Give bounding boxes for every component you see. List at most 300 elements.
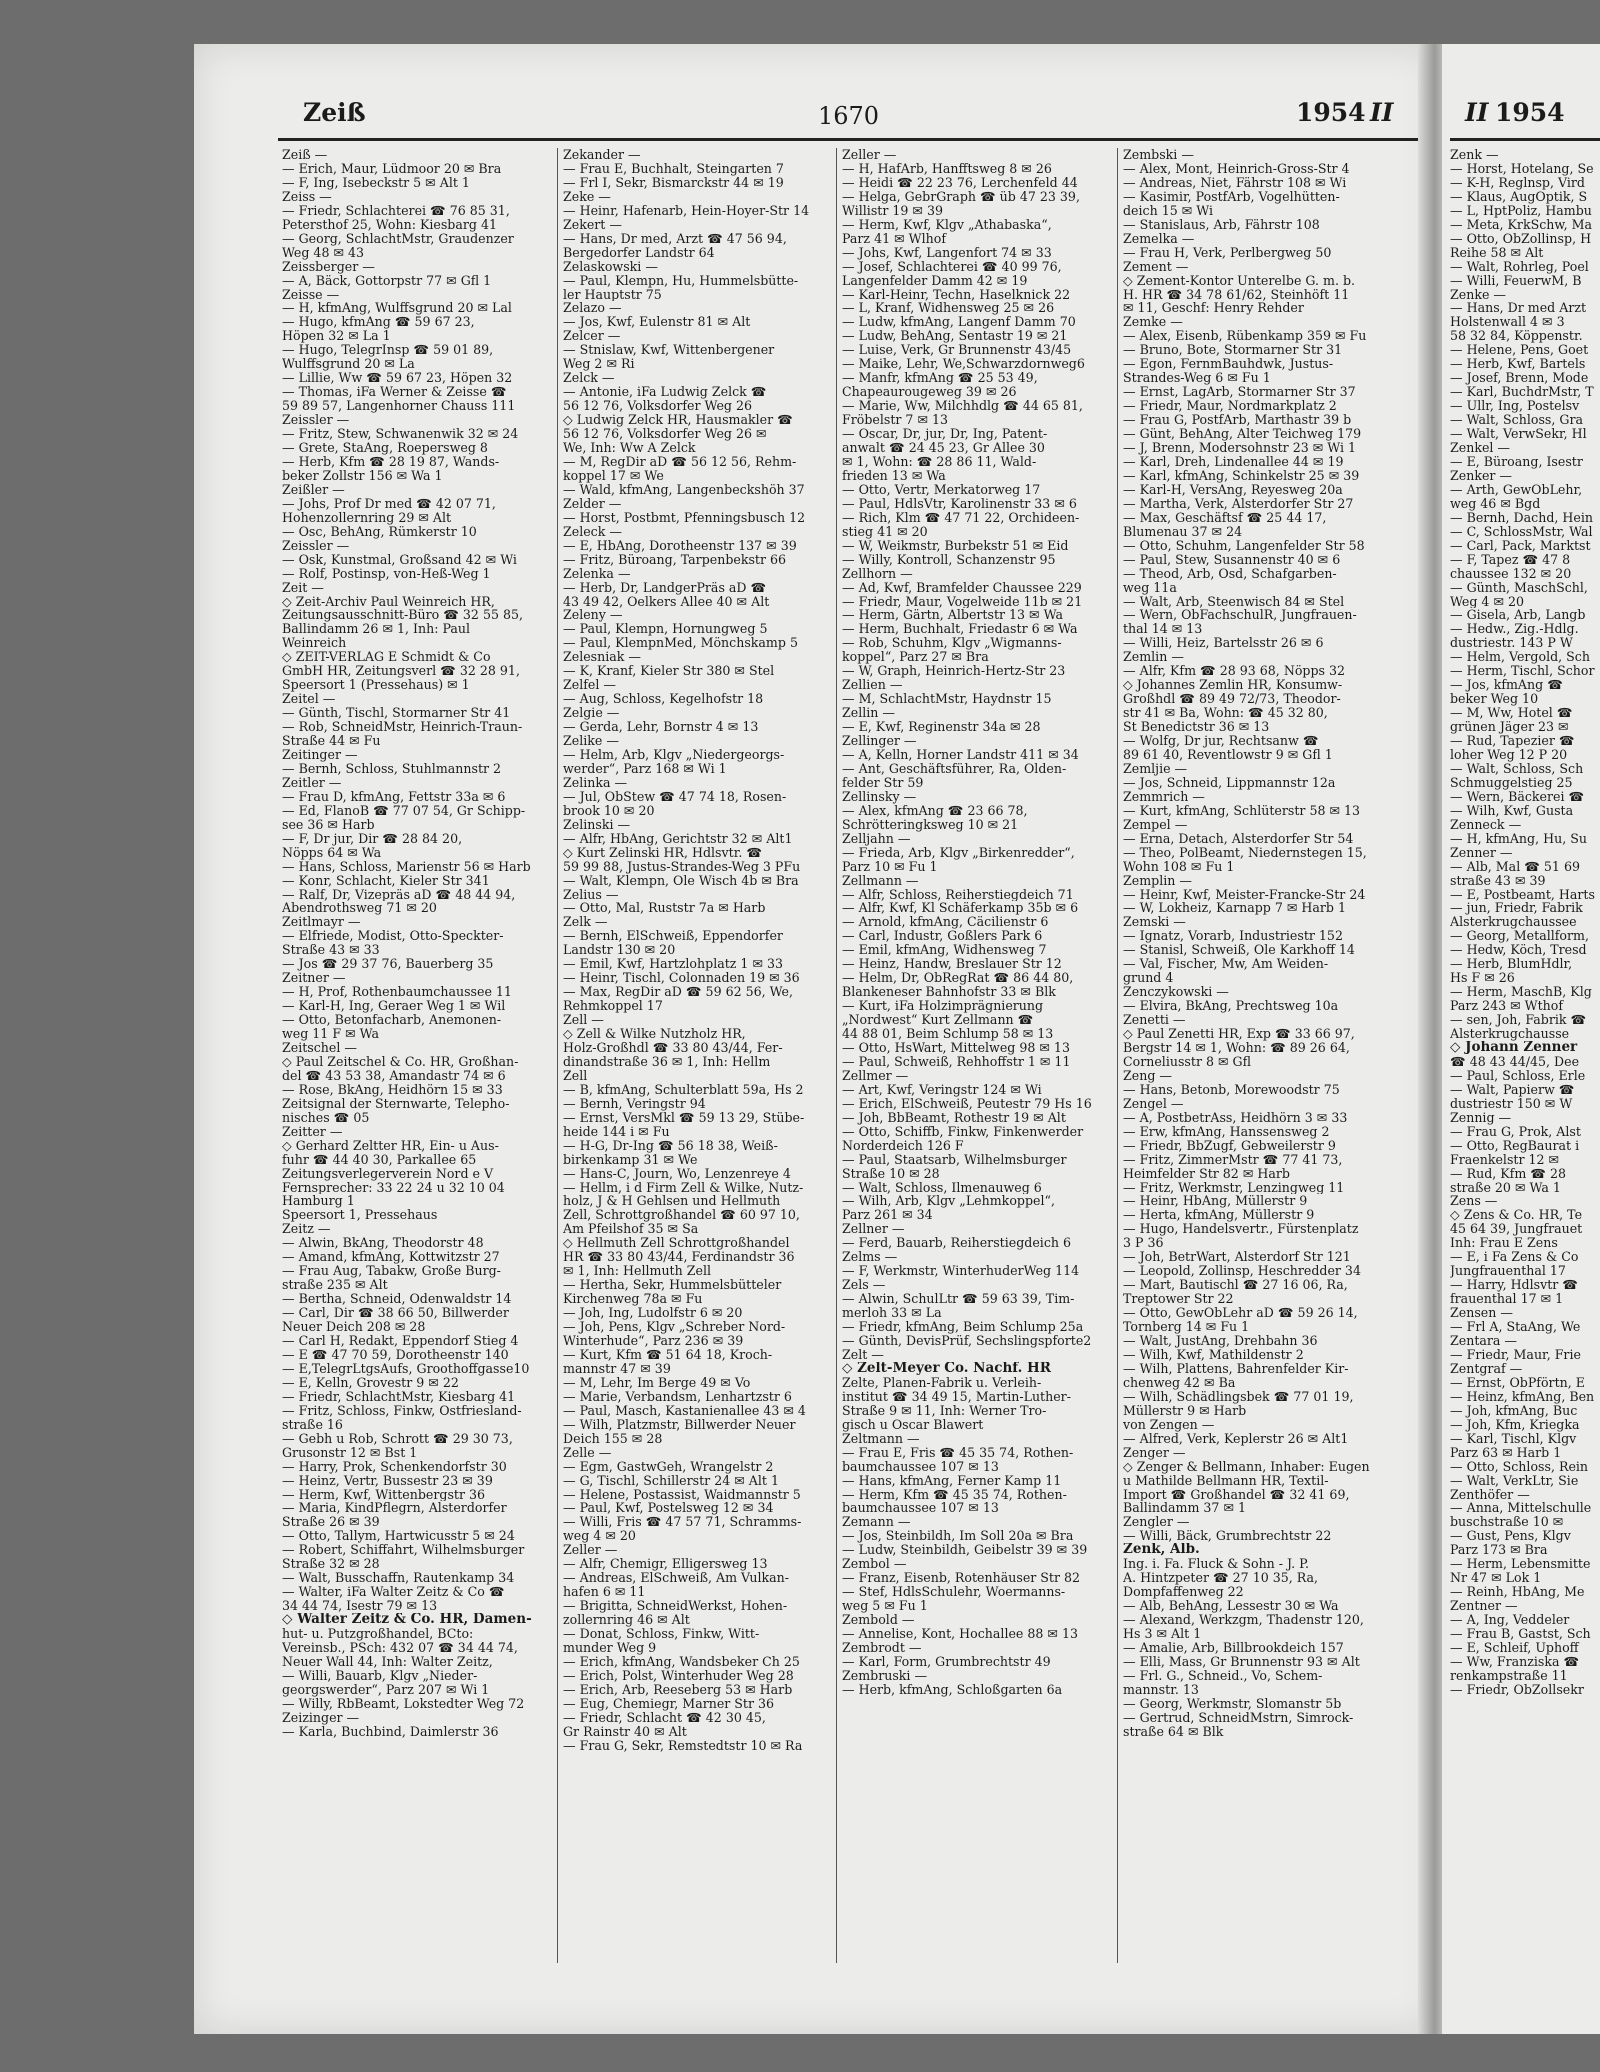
directory-entry-line: — Erich, ElSchweiß, Peutestr 79 Hs 16 <box>842 1096 1092 1111</box>
directory-entry-line: — Fritz, ZimmerMstr ☎ 77 41 73, <box>1123 1152 1343 1167</box>
directory-entry-line: 59 89 57, Langenhorner Chauss 111 <box>282 399 516 414</box>
directory-entry-line: — Walt, Arb, Steenwisch 84 ✉ Stel <box>1123 594 1345 609</box>
directory-entry-line: — Frl. G., Schneid., Vo, Schem- <box>1123 1668 1323 1683</box>
directory-entry-line: — Fritz, Werkmstr, Lenzingweg 11 <box>1123 1180 1345 1195</box>
directory-entry-line: — Willi, Bäck, Grumbrechtstr 22 <box>1123 1529 1332 1544</box>
directory-entry-line: birkenkamp 31 ✉ We <box>563 1152 698 1167</box>
directory-entry-line: — Jos, kfmAng ☎ <box>1450 678 1563 693</box>
directory-entry-line: — Stef, HdlsSchulehr, Woermanns- <box>842 1585 1066 1600</box>
directory-entry-line: mannstr 47 ✉ 39 <box>563 1361 671 1376</box>
directory-entry-line: felder Str 59 <box>842 775 924 790</box>
directory-entry-line: 43 49 42, Oelkers Allee 40 ✉ Alt <box>563 594 770 609</box>
column-separator <box>557 148 558 1963</box>
directory-entry-line: — Rich, Klm ☎ 47 71 22, Orchideen- <box>842 510 1080 525</box>
directory-entry-line: Straße 44 ✉ Fu <box>282 734 381 748</box>
directory-entry-line: ◇ Paul Zenetti HR, Exp ☎ 33 66 97, <box>1123 1027 1355 1041</box>
directory-entry-line: Speersort 1 (Pressehaus) ✉ 1 <box>282 678 470 693</box>
directory-entry-line: — Arth, GewObLehr, <box>1450 482 1583 497</box>
directory-entry-line: Schrötteringksweg 10 ✉ 21 <box>842 817 1019 832</box>
directory-entry-line: — Ludw, kfmAng, Langenf Damm 70 <box>842 315 1076 330</box>
directory-entry-line: — Willy, Kontroll, Schanzenstr 95 <box>842 552 1056 567</box>
directory-entry-line: — Otto, Schloss, Rein <box>1450 1459 1589 1474</box>
directory-entry-line: — Friedr, Maur, Vogelweide 11b ✉ 21 <box>842 594 1083 609</box>
directory-entry-line: — Val, Fischer, Mw, Am Weiden- <box>1123 957 1329 972</box>
directory-entry-line: — E, Postbeamt, Harts <box>1450 887 1595 902</box>
directory-entry-line: — Carl, Industr, Goßlers Park 6 <box>842 929 1043 944</box>
directory-entry-line: Zeitungsausschnitt-Büro ☎ 32 55 85, <box>282 608 524 623</box>
directory-entry-line: — Helm, Arb, Klgv „Niedergeorgs- <box>563 747 785 762</box>
directory-entry-line: — Elli, Mass, Gr Brunnenstr 93 ✉ Alt <box>1123 1654 1360 1669</box>
directory-entry-line: Zenkel — <box>1450 441 1511 455</box>
directory-entry-line: — Paul, Kwf, Postelsweg 12 ✉ 34 <box>563 1501 774 1516</box>
directory-entry-line: 59 99 88, Justus-Strandes-Weg 3 PFu <box>563 859 801 874</box>
directory-entry-line: — Helene, Postassist, Waidmannstr 5 <box>563 1487 801 1502</box>
directory-entry-line: munder Weg 9 <box>563 1640 657 1655</box>
directory-entry-line: 89 61 40, Reventlowstr 9 ✉ Gfl 1 <box>1123 747 1333 762</box>
directory-entry-line: — H-G, Dr-Ing ☎ 56 18 38, Weiß- <box>563 1138 778 1153</box>
directory-entry-line: — Rud, Kfm ☎ 28 <box>1450 1166 1566 1181</box>
directory-entry-line: — Willi, Heiz, Bartelsstr 26 ✉ 6 <box>1123 636 1324 651</box>
directory-entry-line: — Georg, Werkmstr, Slomanstr 5b <box>1123 1696 1342 1711</box>
directory-entry-line: hafen 6 ✉ 11 <box>563 1585 646 1600</box>
directory-entry-line: Zeit — <box>282 580 324 595</box>
directory-entry-line: del ☎ 43 53 38, Amandastr 74 ✉ 6 <box>282 1068 506 1083</box>
directory-entry-line: — Alwin, BkAng, Theodorstr 48 <box>282 1236 484 1251</box>
directory-entry-line: — Otto, Schiffb, Finkw, Finkenwerder <box>842 1124 1084 1139</box>
directory-entry-line: — Alex, kfmAng ☎ 23 66 78, <box>842 803 1028 818</box>
directory-entry-line: Zelike — <box>563 734 619 748</box>
directory-entry-line: ✉ 1, Inh: Hellmuth Zell <box>563 1264 711 1279</box>
directory-entry-line: weg 4 ✉ 20 <box>563 1529 636 1544</box>
directory-entry-line: Zenke — <box>1450 287 1506 302</box>
directory-entry-line: dustriestr 150 ✉ W <box>1450 1096 1573 1111</box>
directory-entry-line: — Friedr, ObZollsekr <box>1450 1682 1584 1697</box>
directory-entry-line: georgswerder“, Parz 207 ✉ Wi 1 <box>282 1682 490 1697</box>
directory-entry-line: u Mathilde Bellmann HR, Textil- <box>1123 1473 1329 1488</box>
directory-entry-line: grund 4 <box>1123 971 1174 986</box>
directory-entry-line: Zemmrich — <box>1123 789 1205 804</box>
directory-entry-line: — Wilh, Kwf, Gusta <box>1450 803 1574 818</box>
directory-entry-line: Zellin — <box>842 706 895 721</box>
directory-entry-line: Treptower Str 22 <box>1123 1292 1234 1307</box>
directory-entry-line: — Emil, Kwf, Hartzlohplatz 1 ✉ 33 <box>563 957 784 972</box>
directory-entry-line: — Alb, BehAng, Lessestr 30 ✉ Wa <box>1123 1599 1339 1614</box>
directory-entry-line: — Frl I, Sekr, Bismarckstr 44 ✉ 19 <box>563 175 784 190</box>
directory-entry-line: Alsterkrugchaussee <box>1450 915 1577 930</box>
directory-entry-line: brook 10 ✉ 20 <box>563 803 655 818</box>
directory-entry-line: — Joh, Ing, Ludolfstr 6 ✉ 20 <box>563 1306 743 1321</box>
directory-entry-line: Zellinsky — <box>842 789 917 804</box>
directory-entry-line: Zemski — <box>1123 915 1186 930</box>
directory-entry-line: — Frau B, Gastst, Sch <box>1450 1627 1591 1641</box>
directory-entry-line: — Frau G, PostfArb, Marthastr 39 b <box>1123 413 1352 428</box>
directory-entry-line: Zemelka — <box>1123 231 1195 246</box>
directory-entry-line: Zembrodt — <box>842 1640 922 1655</box>
directory-entry-line: — Erich, kfmAng, Wandsbeker Ch 25 <box>563 1654 800 1669</box>
directory-entry-line: — Alfr, Chemigr, Elligersweg 13 <box>563 1557 768 1572</box>
directory-entry-line: — Arnold, kfmAng, Cäcilienstr 6 <box>842 915 1049 930</box>
directory-entry-line: — Heidi ☎ 22 23 76, Lerchenfeld 44 <box>842 175 1078 190</box>
directory-entry-line: — Joh, Pens, Klgv „Schreber Nord- <box>563 1320 786 1335</box>
directory-entry-line: — Elvira, BkAng, Prechtsweg 10a <box>1123 999 1339 1014</box>
directory-entry-line: Zentara — <box>1450 1334 1518 1348</box>
directory-entry-line: „Nordwest“ Kurt Zellmann ☎ <box>842 1013 1034 1028</box>
directory-entry-line: chenweg 42 ✉ Ba <box>1123 1375 1236 1390</box>
directory-entry-line: straße 64 ✉ Blk <box>1123 1724 1224 1739</box>
directory-entry-line: — Frau Aug, Tabakw, Große Burg- <box>282 1264 501 1279</box>
directory-entry-line: — Paul, HdlsVtr, Karolinenstr 33 ✉ 6 <box>842 496 1077 511</box>
directory-entry-line: Zeller — <box>563 1543 618 1558</box>
directory-entry-line: Weg 48 ✉ 43 <box>282 245 365 260</box>
directory-entry-line: — Carl H, Redakt, Eppendorf Stieg 4 <box>282 1334 519 1348</box>
directory-entry-line: holz, J & H Gehlsen und Hellmuth <box>563 1194 781 1209</box>
directory-entry-line: — Hedw., Zig.-Hdlg. <box>1450 622 1579 637</box>
directory-entry-line: Zellner — <box>842 1222 905 1237</box>
directory-entry-line: — Karl-H, Ing, Geraer Weg 1 ✉ Wil <box>282 999 506 1014</box>
directory-entry-line: Hs F ✉ 26 <box>1450 971 1515 986</box>
directory-entry-line: — Thomas, iFa Werner & Zeisse ☎ <box>282 385 507 400</box>
directory-entry-line: weg 11 F ✉ Wa <box>282 1027 379 1041</box>
directory-entry-line: — Joh, kfmAng, Buc <box>1450 1403 1578 1418</box>
directory-entry-line: — Ludw, BehAng, Sentastr 19 ✉ 21 <box>842 329 1068 344</box>
directory-entry-line: — Max, Geschäftsf ☎ 25 44 17, <box>1123 510 1327 525</box>
directory-entry-line: — Bernh, ElSchweiß, Eppendorfer <box>563 929 783 944</box>
directory-entry-line: heide 144 i ✉ Fu <box>563 1124 670 1139</box>
directory-entry-line: — Herm, Lebensmitte <box>1450 1557 1591 1572</box>
directory-entry-line: — E ☎ 47 70 59, Dorotheenstr 140 <box>282 1347 509 1362</box>
directory-entry-line: Chapeaurougeweg 39 ✉ 26 <box>842 385 1017 400</box>
directory-entry-line: — Annelise, Kont, Hochallee 88 ✉ 13 <box>842 1627 1078 1641</box>
directory-entry-line: — Karl, kfmAng, Schinkelstr 25 ✉ 39 <box>1123 468 1360 483</box>
directory-entry-line: — A, Bäck, Gottorpstr 77 ✉ Gfl 1 <box>282 273 492 288</box>
directory-entry-line: — Hugo, TelegrInsp ☎ 59 01 89, <box>282 343 494 358</box>
directory-entry-line: — Joh, Kfm, Kriegka <box>1450 1417 1580 1432</box>
directory-entry-line: Vereinsb., PSch: 432 07 ☎ 34 44 74, <box>282 1640 518 1655</box>
directory-entry-line: Zensen — <box>1450 1306 1513 1321</box>
directory-entry-line: — Walt, Schloss, Ilmenauweg 6 <box>842 1180 1042 1195</box>
directory-entry-line: grünen Jäger 23 ✉ <box>1450 720 1569 735</box>
directory-entry-line: — Wern, Bäckerei ☎ <box>1450 789 1585 804</box>
directory-entry-line: — Karl-H, VersAng, Reyesweg 20a <box>1123 482 1343 497</box>
directory-entry-line: Ballindamm 26 ✉ 1, Inh: Paul <box>282 622 471 637</box>
column-1 <box>282 148 552 1739</box>
directory-entry-line: — Egm, GastwGeh, Wrangelstr 2 <box>563 1459 774 1474</box>
directory-entry-line: ◇ ZEIT-VERLAG E Schmidt & Co <box>282 650 491 665</box>
directory-entry-line: — Rolf, Postinsp, von-Heß-Weg 1 <box>282 566 491 581</box>
directory-entry-line: — Walt, Rohrleg, Poel <box>1450 259 1589 274</box>
directory-entry-line: — Herb, Dr, LandgerPräs aD ☎ <box>563 580 767 595</box>
column-separator <box>836 148 837 1963</box>
directory-entry-line: Ballindamm 37 ✉ 1 <box>1123 1501 1247 1516</box>
directory-entry-line: buschstraße 10 ✉ <box>1450 1515 1564 1530</box>
directory-entry-line: — Stanislaus, Arb, Fährstr 108 <box>1123 217 1320 232</box>
directory-entry-line: — Erw, kfmAng, Hanssensweg 2 <box>1123 1124 1330 1139</box>
directory-entry-line: — Alfr, Kfm ☎ 28 93 68, Nöpps 32 <box>1123 664 1346 679</box>
directory-entry-line: — Frau H, Verk, Perlbergweg 50 <box>1123 245 1332 260</box>
directory-entry-line: — Günth, MaschSchl, <box>1450 580 1588 595</box>
directory-entry-line: — Oscar, Dr, jur, Dr, Ing, Patent- <box>842 427 1048 442</box>
directory-entry-line: ✉ 1, Wohn: ☎ 28 86 11, Wald- <box>842 454 1037 469</box>
directory-entry-line: chaussee 132 ✉ 20 <box>1450 566 1572 581</box>
directory-entry-line: Tornberg 14 ✉ Fu 1 <box>1123 1320 1250 1335</box>
directory-entry-line: Müllerstr 9 ✉ Harb <box>1123 1403 1247 1418</box>
directory-entry-line: HR ☎ 33 80 43/44, Ferdinandstr 36 <box>563 1250 795 1265</box>
directory-entry-line: — Grete, StaAng, Roepersweg 8 <box>282 441 488 455</box>
directory-entry-line: Parz 10 ✉ Fu 1 <box>842 859 938 874</box>
directory-entry-line: — Herb, BlumHdlr, <box>1450 957 1573 972</box>
directory-entry-line: Speersort 1, Pressehaus <box>282 1208 438 1223</box>
directory-entry-line: — Herb, kfmAng, Schloßgarten 6a <box>842 1682 1063 1697</box>
directory-entry-line: — Herm, Gärtn, Albertstr 13 ✉ Wa <box>842 608 1063 623</box>
directory-entry-line: — Ant, Geschäftsführer, Ra, Olden- <box>842 761 1067 776</box>
directory-entry-line: Zens — <box>1450 1194 1498 1209</box>
directory-entry-line: — Josef, Brenn, Mode <box>1450 371 1589 386</box>
directory-entry-line: Zenker — <box>1450 468 1513 483</box>
directory-entry-line: — Alfr, HbAng, Gerichtstr 32 ✉ Alt1 <box>563 831 793 846</box>
directory-entry-line: ◇ Zeit-Archiv Paul Weinreich HR, <box>282 594 495 609</box>
directory-entry-line: — Erna, Detach, Alsterdorfer Str 54 <box>1123 831 1354 846</box>
directory-entry-line: — Herm, Kfm ☎ 45 35 74, Rothen- <box>842 1487 1067 1502</box>
directory-entry-line: — Heinr, Kwf, Meister-Francke-Str 24 <box>1123 887 1366 902</box>
directory-entry-line: — Walt, VerwSekr, Hl <box>1450 427 1587 442</box>
directory-entry-line: — Elfriede, Modist, Otto-Speckter- <box>282 929 504 944</box>
directory-entry-line: Zenger — <box>1123 1445 1186 1460</box>
directory-entry-line: — Joh, BetrWart, Alsterdorf Str 121 <box>1123 1250 1351 1265</box>
running-head-word: Zeiß <box>303 98 366 127</box>
directory-entry-line: 58 32 84, Köppenstr. <box>1450 329 1583 344</box>
directory-entry-line: — Walt, Papierw ☎ <box>1450 1082 1575 1097</box>
directory-entry-line: — Donat, Schloss, Finkw, Witt- <box>563 1627 760 1641</box>
directory-entry-line: — Frl A, StaAng, We <box>1450 1320 1581 1335</box>
directory-entry-line: weg 11a <box>1123 580 1177 595</box>
column-4 <box>1123 148 1393 1739</box>
directory-entry-line: Höpen 32 ✉ La 1 <box>282 329 391 344</box>
directory-entry-line: ◇ Zell & Wilke Nutzholz HR, <box>563 1027 746 1041</box>
directory-entry-line: — K-H, Reglnsp, Vird <box>1450 175 1585 190</box>
directory-entry-line: see 36 ✉ Harb <box>282 817 375 832</box>
directory-entry-line: — Stnislaw, Kwf, Wittenbergener <box>563 343 775 358</box>
directory-entry-line: — Wilh, Kwf, Mathildenstr 2 <box>1123 1347 1304 1362</box>
directory-entry-line: Fröbelstr 7 ✉ 13 <box>842 413 949 428</box>
directory-entry-line: Zeitz — <box>282 1222 331 1237</box>
directory-entry-line: Zelljahn — <box>842 831 911 846</box>
column-separator <box>1117 148 1118 1963</box>
directory-entry-line: — Ludw, Steinbildh, Geibelstr 39 ✉ 39 <box>842 1543 1088 1558</box>
directory-entry-line: Zekander — <box>563 148 641 162</box>
directory-entry-line: Zellmer — <box>842 1068 909 1083</box>
directory-entry-line: — Aug, Schloss, Kegelhofstr 18 <box>563 692 764 707</box>
directory-entry-line: Straße 26 ✉ 39 <box>282 1515 380 1530</box>
directory-entry-line: ◇ Johannes Zemlin HR, Konsumw- <box>1123 678 1343 693</box>
directory-entry-line: Zeltmann — <box>842 1431 920 1446</box>
column-2 <box>563 148 831 1753</box>
directory-entry-line: — Otto, GewObLehr aD ☎ 59 26 14, <box>1123 1306 1358 1321</box>
directory-entry-line: Zentner — <box>1450 1599 1518 1614</box>
directory-entry-line: — Alexand, Werkzgm, Thadenstr 120, <box>1123 1613 1364 1628</box>
directory-entry-line: — Johs, Kwf, Langenfort 74 ✉ 33 <box>842 245 1052 260</box>
directory-entry-line: Parz 41 ✉ Wlhof <box>842 231 946 246</box>
directory-entry-line: — Willy, RbBeamt, Lokstedter Weg 72 <box>282 1696 525 1711</box>
directory-entry-line: — E,TelegrLtgsAufs, Groothoffgasse10 <box>282 1361 530 1376</box>
directory-entry-line: Rehmkoppel 17 <box>563 999 663 1014</box>
directory-entry-line: Blankeneser Bahnhofstr 33 ✉ Blk <box>842 985 1056 1000</box>
directory-entry-line: — Alfred, Verk, Keplerstr 26 ✉ Alt1 <box>1123 1431 1349 1446</box>
directory-entry-line: — Ignatz, Vorarb, Industriestr 152 <box>1123 929 1343 944</box>
directory-entry-line: straße 20 ✉ Wa 1 <box>1450 1180 1561 1195</box>
directory-entry-line: Zell <box>563 1068 588 1083</box>
directory-entry-line: — A, PostbetrAss, Heidhörn 3 ✉ 33 <box>1123 1110 1348 1125</box>
directory-entry-line: — Alb, Mal ☎ 51 69 <box>1450 859 1580 874</box>
directory-entry-line: — Karl, Tischl, Klgv <box>1450 1431 1577 1446</box>
directory-entry-line: Winterhude“, Parz 236 ✉ 39 <box>563 1334 744 1348</box>
directory-entry-line: — Heinz, kfmAng, Ben <box>1450 1389 1595 1404</box>
directory-entry-line: — Willi, FeuerwM, B <box>1450 273 1582 288</box>
directory-entry-line: — Frau E, Fris ☎ 45 35 74, Rothen- <box>842 1445 1074 1460</box>
directory-entry-line: Zelesniak — <box>563 650 642 665</box>
directory-entry-line: ◇ Paul Zeitschel & Co. HR, Großhan- <box>282 1054 519 1069</box>
directory-entry-line: — K, Kranf, Kieler Str 380 ✉ Stel <box>563 664 775 679</box>
directory-entry-line: — Otto, HsWart, Mittelweg 98 ✉ 13 <box>842 1041 1070 1055</box>
directory-entry-line: ☎ 48 43 44/45, Dee <box>1450 1054 1580 1069</box>
directory-entry-line: — Gerda, Lehr, Bornstr 4 ✉ 13 <box>563 720 759 735</box>
directory-entry-line: Zelius — <box>563 887 619 902</box>
directory-entry-line: Zeisse — <box>282 287 340 302</box>
directory-entry-line: — E, Kelln, Grovestr 9 ✉ 22 <box>282 1375 459 1390</box>
directory-entry-line: — Ernst, LagArb, Stormarner Str 37 <box>1123 385 1356 400</box>
directory-entry-line: — Walter, iFa Walter Zeitz & Co ☎ <box>282 1585 505 1600</box>
directory-entry-line: — Kasimir, PostfArb, Vogelhütten- <box>1123 189 1340 204</box>
directory-entry-line: Grusonstr 12 ✉ Bst 1 <box>282 1445 418 1460</box>
directory-entry-line: Zembol — <box>842 1557 907 1572</box>
directory-entry-line: — Erich, Arb, Reeseberg 53 ✉ Harb <box>563 1682 793 1697</box>
directory-entry-line: — Heinr, HbAng, Müllerstr 9 <box>1123 1194 1308 1209</box>
directory-entry-line: — Wilh, Plattens, Bahrenfelder Kir- <box>1123 1361 1349 1376</box>
directory-entry-line: — Hans, Betonb, Morewoodstr 75 <box>1123 1082 1340 1097</box>
directory-entry-line: Zelfel — <box>563 678 616 693</box>
directory-entry-line: — Otto, RegBaurat i <box>1450 1138 1580 1153</box>
directory-entry-line: dustriestr. 143 P W <box>1450 636 1573 651</box>
directory-entry-line: — Fritz, Schloss, Finkw, Ostfriesland- <box>282 1403 522 1418</box>
directory-entry-line: — Mart, Bautischl ☎ 27 16 06, Ra, <box>1123 1278 1348 1293</box>
directory-entry-line: Zellien — <box>842 678 903 693</box>
directory-entry-line: — Paul, Stew, Susannenstr 40 ✉ 6 <box>1123 552 1341 567</box>
directory-entry-line: — Franz, Eisenb, Rotenhäuser Str 82 <box>842 1571 1081 1586</box>
directory-entry-line: — Andreas, ElSchweiß, Am Vulkan- <box>563 1571 789 1586</box>
directory-entry-line: — Egon, FernmBauhdwk, Justus- <box>1123 357 1334 372</box>
directory-entry-line: 56 12 76, Volksdorfer Weg 26 <box>563 399 752 414</box>
directory-entry-line: — Harry, Hdlsvtr ☎ <box>1450 1278 1578 1293</box>
directory-entry-line: — Otto, Betonfacharb, Anemonen- <box>282 1013 502 1028</box>
directory-entry-line: Zeitler — <box>282 775 342 790</box>
directory-entry-line: Zeitter — <box>282 1124 343 1139</box>
directory-entry-line: hut- u. Putzgroßhandel, BCto: <box>282 1627 474 1641</box>
directory-entry-line: — M, RegDir aD ☎ 56 12 56, Rehm- <box>563 454 797 469</box>
directory-entry-line: Zenner — <box>1450 845 1513 860</box>
directory-entry-line: loher Weg 12 P 20 <box>1450 747 1568 762</box>
directory-entry-line: — Ralf, Dr, Vizepräs aD ☎ 48 44 94, <box>282 887 516 902</box>
directory-entry-line: — Osc, BehAng, Rümkerstr 10 <box>282 524 477 539</box>
directory-entry-line: straße 16 <box>282 1417 343 1432</box>
directory-entry-line: — M, Ww, Hotel ☎ <box>1450 706 1573 721</box>
directory-entry-line: Zenetti — <box>1123 1013 1186 1028</box>
directory-entry-line: Straße 32 ✉ 28 <box>282 1557 380 1572</box>
directory-entry-line: — Friedr, Maur, Frie <box>1450 1347 1581 1362</box>
directory-entry-line: — Hans-C, Journ, Wo, Lenzenreye 4 <box>563 1166 791 1181</box>
directory-entry-line: — Jos, Steinbildh, Im Soll 20a ✉ Bra <box>842 1529 1074 1544</box>
directory-entry-line: Nöpps 64 ✉ Wa <box>282 845 382 860</box>
directory-entry-line: — Kurt, kfmAng, Schlüterstr 58 ✉ 13 <box>1123 803 1361 818</box>
directory-entry-line: Wulffsgrund 20 ✉ La <box>282 357 415 372</box>
directory-entry-line: ◇ Zement-Kontor Unterelbe G. m. b. <box>1123 273 1356 288</box>
directory-entry-line: — H, HafArb, Hanfftsweg 8 ✉ 26 <box>842 161 1052 176</box>
directory-entry-line: Zelte, Planen-Fabrik u. Verleih- <box>842 1375 1042 1390</box>
directory-entry-line: Zeizinger — <box>282 1710 360 1725</box>
directory-entry-line: ◇ Kurt Zelinski HR, Hdlsvtr. ☎ <box>563 845 763 860</box>
directory-entry-line: — Paul, KlempnMed, Mönchskamp 5 <box>563 636 798 651</box>
directory-entry-line: Zelgie — <box>563 706 620 721</box>
directory-entry-line: weg 5 ✉ Fu 1 <box>842 1599 928 1614</box>
directory-entry-line: — Harry, Prok, Schenkendorfstr 30 <box>282 1459 507 1474</box>
directory-entry-line: Weinreich <box>282 636 347 651</box>
directory-entry-line: — W, Weikmstr, Burbekstr 51 ✉ Eid <box>842 538 1069 553</box>
directory-entry-line: — Herm, Tischl, Schor <box>1450 664 1595 679</box>
directory-entry-line: Straße 9 ✉ 11, Inh: Werner Tro- <box>842 1403 1047 1418</box>
directory-entry-line: Zeller — <box>842 148 897 162</box>
directory-entry-line: — Gebh u Rob, Schrott ☎ 29 30 73, <box>282 1431 513 1446</box>
directory-entry-line: — A, Kelln, Horner Landstr 411 ✉ 34 <box>842 747 1079 762</box>
directory-entry-line: — Frau G, Sekr, Remstedtstr 10 ✉ Ra <box>563 1738 803 1753</box>
directory-entry-line: Zeissler — <box>282 413 350 428</box>
directory-entry-line: ◇ Johann Zenner <box>1450 1041 1578 1055</box>
directory-entry-line: — Günt, BehAng, Alter Teichweg 179 <box>1123 427 1362 442</box>
directory-entry-line: nisches ☎ 05 <box>282 1110 370 1125</box>
directory-entry-line: — Helm, Vergold, Sch <box>1450 650 1590 665</box>
year-left: 1954 <box>1296 98 1366 127</box>
directory-entry-line: Am Pfeilshof 35 ✉ Sa <box>563 1222 699 1237</box>
directory-entry-line: — Hans, Dr med Arzt <box>1450 301 1587 316</box>
directory-entry-line: Zelt — <box>842 1347 884 1362</box>
header-rule <box>278 138 1418 141</box>
directory-entry-line: — Herm, Kwf, Wittenbergstr 36 <box>282 1487 486 1502</box>
directory-entry-line: — E, Schleif, Uphoff <box>1450 1640 1579 1655</box>
year-right: 1954 <box>1495 98 1565 127</box>
directory-entry-line: deich 15 ✉ Wi <box>1123 203 1214 218</box>
directory-entry-line: Zeißler — <box>282 482 345 497</box>
directory-entry-line: dinandstraße 36 ✉ 1, Inh: Hellm <box>563 1054 771 1069</box>
directory-entry-line: Zemke — <box>1123 315 1183 330</box>
directory-entry-line: — Carl, Dir ☎ 38 66 50, Billwerder <box>282 1306 509 1321</box>
directory-entry-line: Jungfrauenthal 17 <box>1450 1264 1566 1279</box>
directory-entry-line: — jun, Friedr, Fabrik <box>1450 901 1583 916</box>
directory-entry-line: — Willi, Bauarb, Klgv „Nieder- <box>282 1668 478 1683</box>
directory-entry-line: — Günth, Tischl, Stormarner Str 41 <box>282 706 511 721</box>
directory-entry-line: Zeitsignal der Sternwarte, Telepho- <box>282 1096 510 1111</box>
directory-entry-line: — L, Kranf, Widhensweg 25 ✉ 26 <box>842 301 1055 316</box>
directory-entry-line: — Konr, Schlacht, Kieler Str 341 <box>282 873 490 888</box>
directory-entry-line: anwalt ☎ 24 45 23, Gr Allee 30 <box>842 441 1045 455</box>
directory-entry-line: zollernring 46 ✉ Alt <box>563 1613 690 1628</box>
directory-entry-line: Zeiss — <box>282 189 332 204</box>
directory-entry-line: Zelenka — <box>563 566 631 581</box>
directory-entry-line: — Ww, Franziska ☎ <box>1450 1654 1580 1669</box>
directory-entry-line: — Hellm, i d Firm Zell & Wilke, Nutz- <box>563 1180 804 1195</box>
directory-entry-line: — Frau D, kfmAng, Fettstr 33a ✉ 6 <box>282 789 506 804</box>
directory-entry-line: — Karl-Heinr, Techn, Haselknick 22 <box>842 287 1071 302</box>
directory-entry-line: Parz 243 ✉ Wthof <box>1450 999 1564 1014</box>
directory-entry-line: von Zengen — <box>1123 1417 1215 1432</box>
directory-entry-line: Hohenzollernring 29 ✉ Alt <box>282 510 452 525</box>
directory-entry-line: Ing. i. Fa. Fluck & Sohn - J. P. <box>1123 1557 1310 1572</box>
